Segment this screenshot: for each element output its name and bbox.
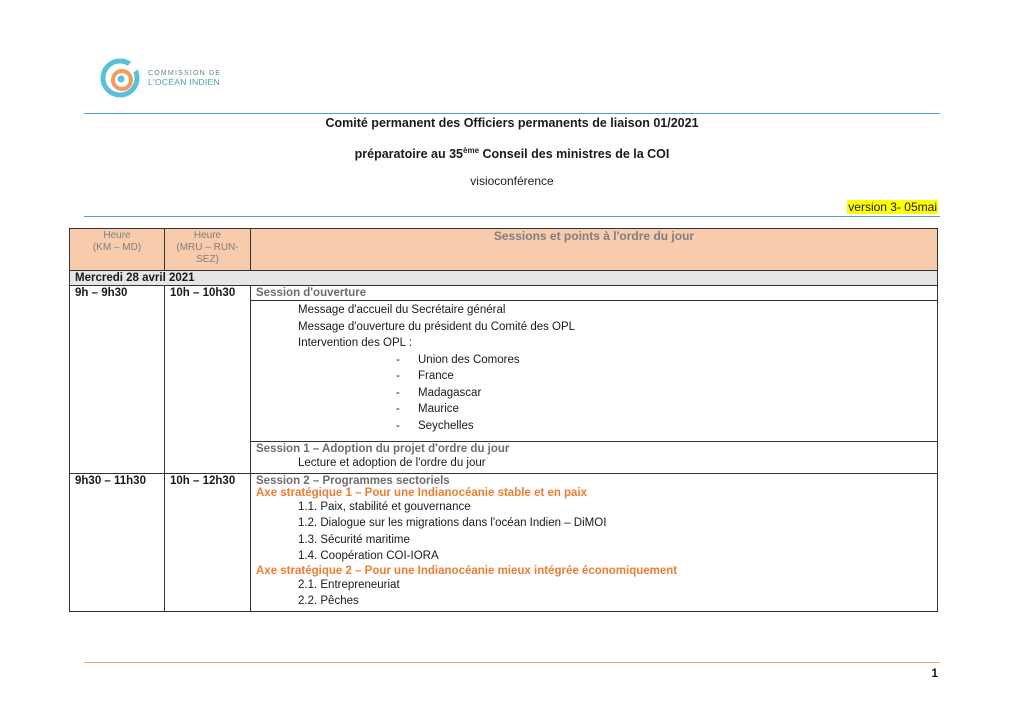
- country-item: [256, 368, 932, 385]
- row2-time-mru: 10h – 12h30: [165, 473, 251, 611]
- logo-text: [148, 69, 221, 87]
- header-col2-line3: SEZ): [196, 254, 219, 265]
- axe1-title: Axe stratégique 1 – Pour une Indianocéanie stable et en paix: [256, 486, 588, 499]
- country-name: Madagascar: [418, 386, 482, 399]
- session2-title: Session 2 – Programmes sectoriels: [256, 474, 450, 487]
- list-item: Intervention des OPL :: [298, 337, 413, 349]
- subtitle-pre: préparatoire au 35: [354, 147, 464, 162]
- bullet-dash: -: [396, 386, 400, 399]
- header-col2-line1: Heure: [193, 230, 222, 241]
- row1-time-km: 9h – 9h30: [70, 286, 165, 474]
- opening-items: [251, 301, 938, 442]
- table-row: [70, 473, 938, 611]
- table-header-row: [70, 229, 938, 271]
- country-name: Union des Comores: [418, 353, 520, 366]
- logo-line2: L'OCÉAN INDIEN: [148, 77, 220, 87]
- list-item: Lecture et adoption de l'ordre du jour: [298, 457, 486, 469]
- list-item: Message d'ouverture du président du Comité des OPL: [298, 320, 576, 333]
- coi-logo: [100, 56, 225, 100]
- header-sessions: Sessions et points à l'ordre du jour: [251, 229, 938, 271]
- row2-time-km: 9h30 – 11h30: [70, 473, 165, 611]
- session2-cell: [251, 473, 938, 611]
- day-label: Mercredi 28 avril 2021: [70, 271, 938, 286]
- row1-time-mru: 10h – 10h30: [165, 286, 251, 474]
- bullet-dash: -: [396, 370, 400, 382]
- country-name: Seychelles: [418, 419, 474, 432]
- country-item: [256, 352, 932, 369]
- header-col2-line2: (MRU – RUN-: [176, 242, 239, 253]
- country-name: Maurice: [418, 403, 459, 415]
- list-item: 1.4. Coopération COI-IORA: [298, 550, 439, 562]
- header-time-km-md: [70, 229, 165, 271]
- country-name: France: [418, 370, 454, 382]
- bullet-dash: -: [396, 353, 400, 366]
- list-item: 1.2. Dialogue sur les migrations dans l'océan Indien – DiMOI: [298, 517, 607, 529]
- header-col1-line2: (KM – MD): [92, 242, 142, 253]
- subtitle-post: Conseil des ministres de la COI: [479, 147, 670, 162]
- table-row: [70, 286, 938, 301]
- list-item: 2.2. Pêches: [298, 595, 359, 607]
- country-item: [256, 385, 932, 402]
- bottom-rule: [84, 662, 940, 663]
- header-col1-line1: Heure: [103, 230, 131, 241]
- country-item: [256, 401, 932, 418]
- session1-cell: [251, 442, 938, 474]
- list-item: Message d'accueil du Secrétaire général: [298, 304, 506, 316]
- page-number: 1: [931, 666, 938, 680]
- axe2-title: Axe stratégique 2 – Pour une Indianocéanie mieux intégrée économiquement: [256, 564, 678, 577]
- version-label: version 3- 05mai: [848, 200, 937, 214]
- agenda-table: [69, 228, 938, 612]
- session-opening: Session d'ouverture: [251, 286, 938, 301]
- coi-logo-icon: [100, 56, 144, 100]
- day-row: [70, 271, 938, 286]
- bullet-dash: -: [396, 419, 400, 432]
- list-item: 1.3. Sécurité maritime: [298, 533, 410, 546]
- logo-line1: COMMISSION DE: [148, 70, 222, 77]
- list-item: 2.1. Entrepreneuriat: [298, 578, 400, 591]
- session1-title: Session 1 – Adoption du projet d'ordre du jour: [256, 443, 510, 455]
- list-item: 1.1. Paix, stabilité et gouvernance: [298, 500, 471, 513]
- subtitle-sup: ème: [463, 146, 480, 155]
- meeting-format: visioconférence: [470, 174, 554, 188]
- middle-rule: [84, 216, 940, 217]
- document-subtitle: [0, 146, 1024, 161]
- top-rule: [84, 113, 940, 114]
- header-time-mru-run-sez: [165, 229, 251, 271]
- country-item: [256, 418, 932, 435]
- document-title: Comité permanent des Officiers permanents de liaison 01/2021: [325, 116, 699, 130]
- bullet-dash: -: [396, 403, 400, 415]
